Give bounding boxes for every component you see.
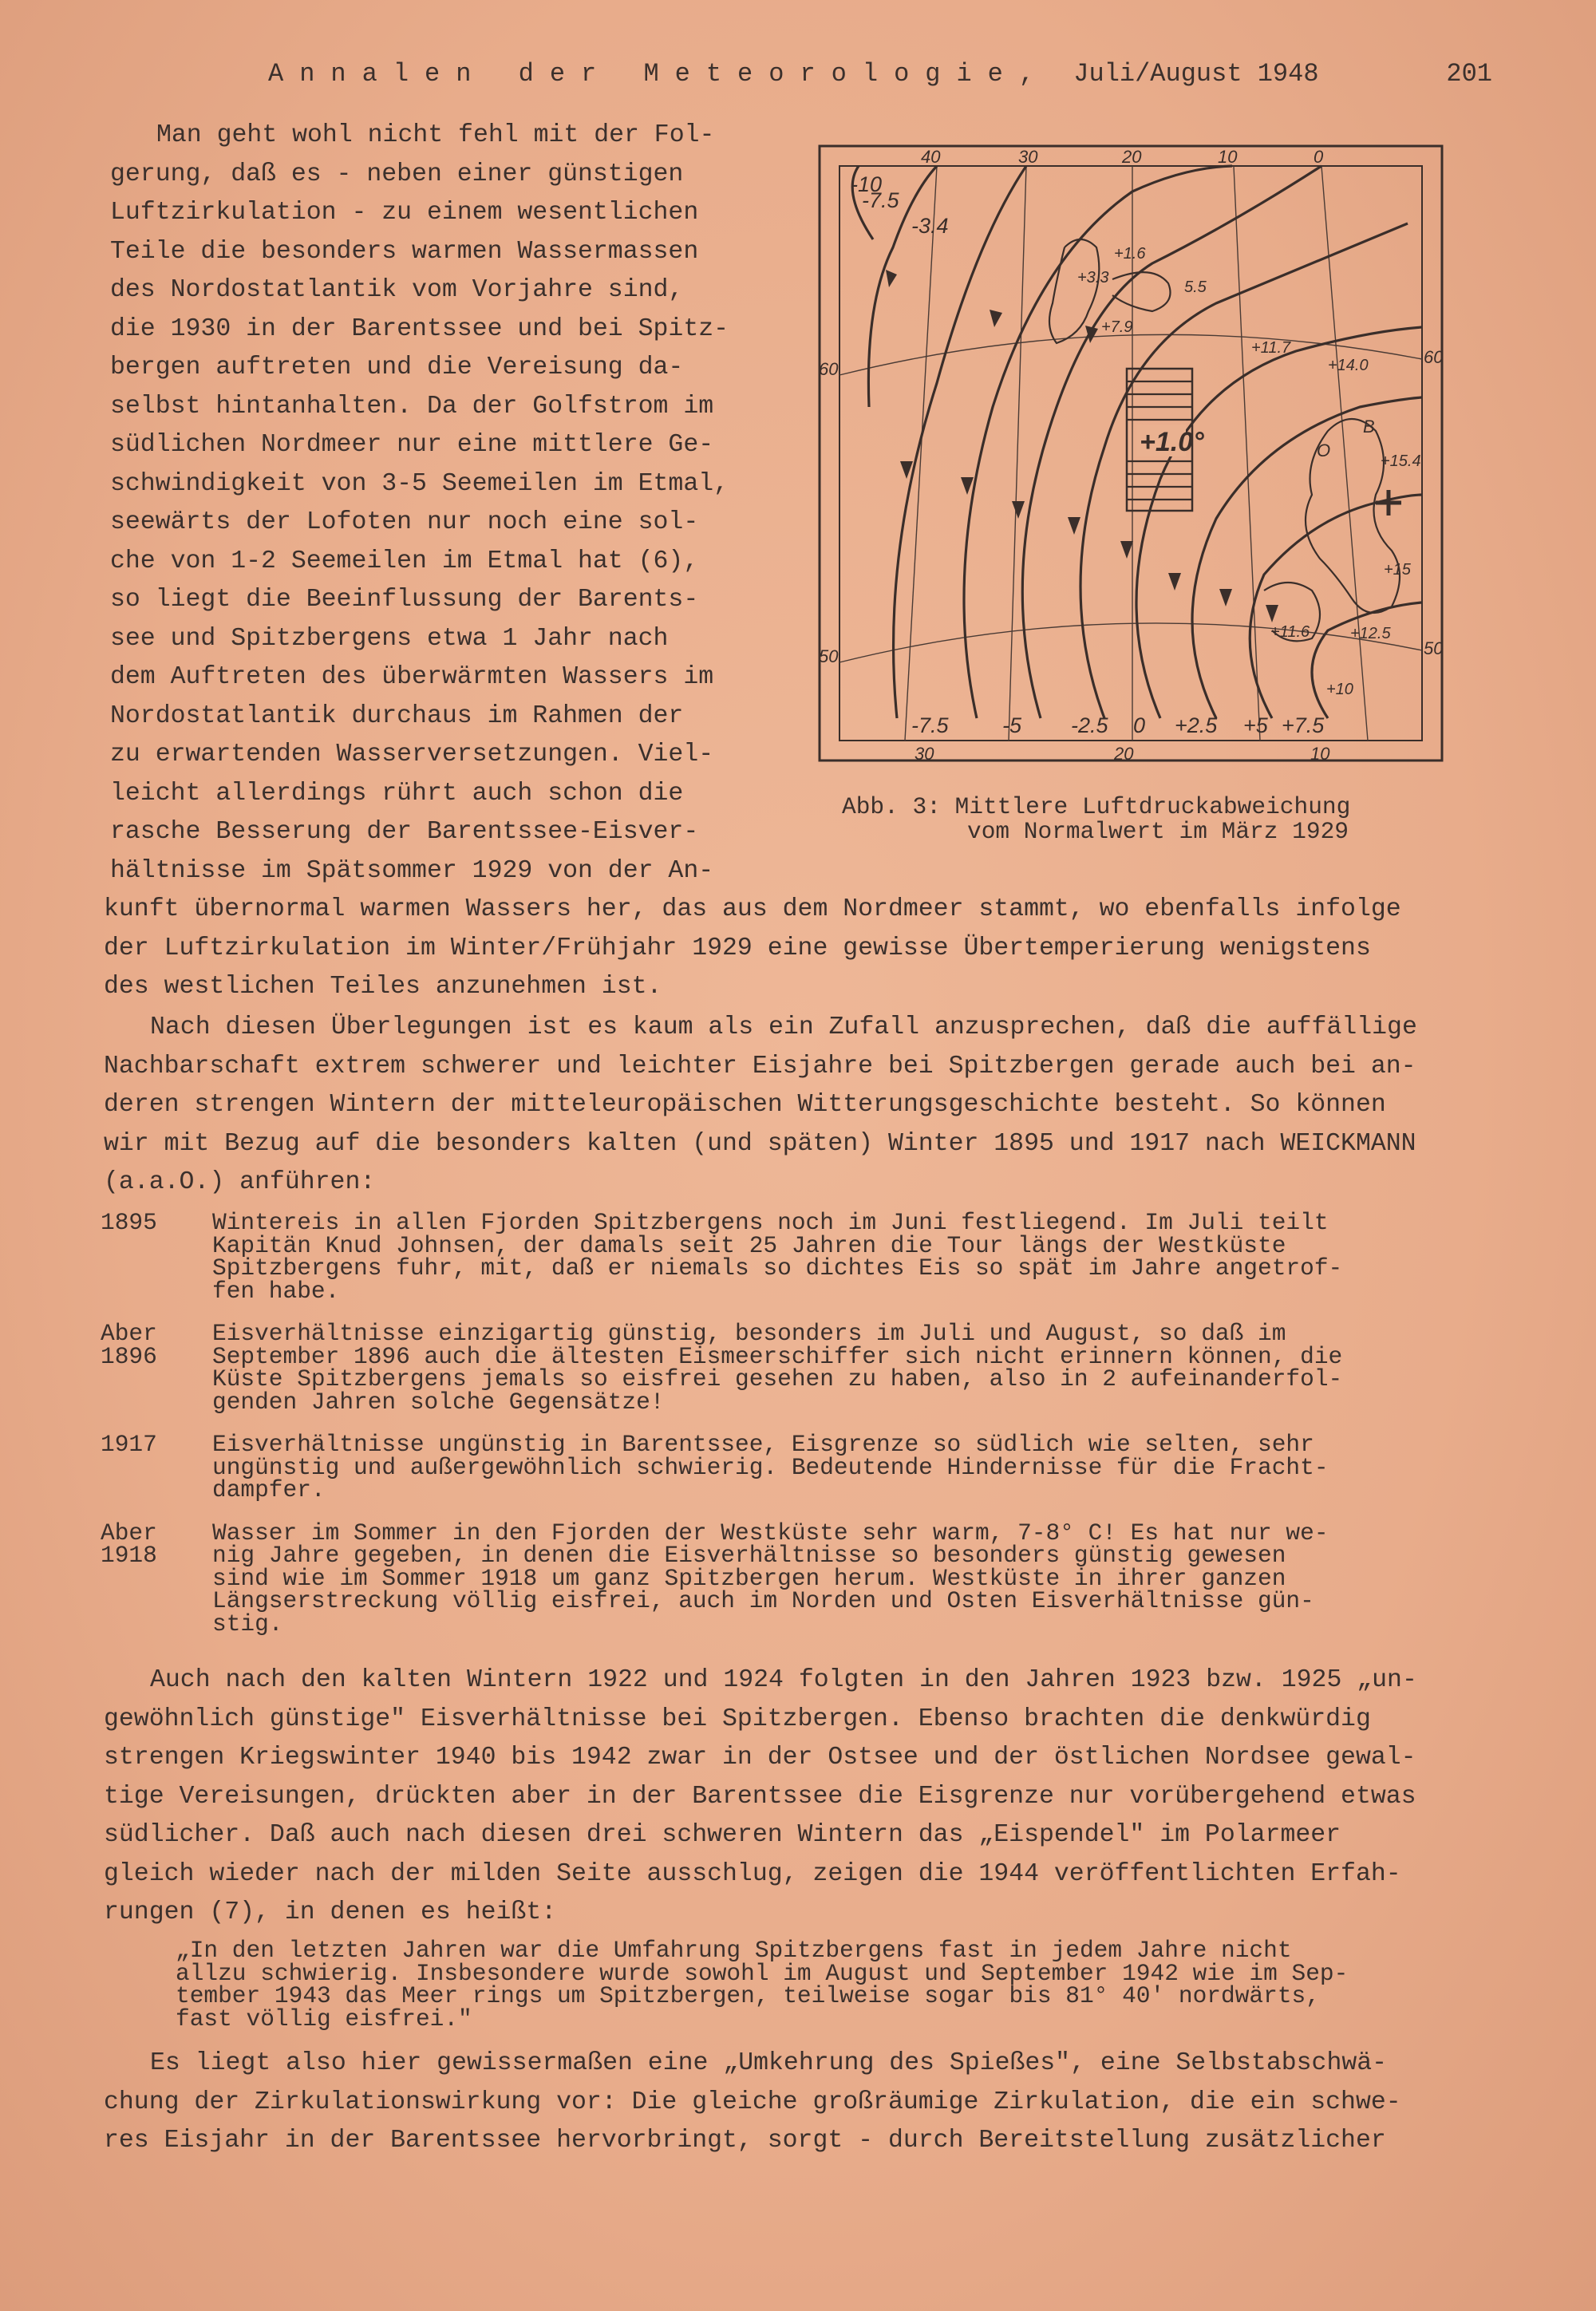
map-frame [820, 146, 1442, 760]
caption-line: vom Normalwert im März 1929 [967, 818, 1349, 845]
year-label: 1896 [101, 1342, 157, 1370]
text-line: zu erwartenden Wasserversetzungen. Viel- [110, 741, 714, 768]
text-line: strengen Kriegswinter 1940 bis 1942 zwar in der Ostsee und der östlichen Nordsee gewal- [104, 1744, 1416, 1772]
text-line: Eisverhältnisse einzigartig günstig, besonders im Juli und August, so daß im [212, 1320, 1286, 1347]
text-line: che von 1-2 Seemeilen im Etmal hat (6), [110, 547, 699, 575]
text-line: Nachbarschaft extrem schwerer und leichter Eisjahre bei Spitzbergen gerade auch bei an- [104, 1052, 1416, 1080]
text-line: tember 1943 das Meer rings um Spitzbergen, teilweise sogar bis 81° 40' nordwärts, [176, 1982, 1320, 2009]
text-line: dem Auftreten des überwärmten Wassers im [110, 663, 714, 691]
text-line: see und Spitzbergens etwa 1 Jahr nach [110, 624, 669, 653]
value-label: +12.5 [1350, 625, 1391, 642]
isobar-label: -7.5 [862, 188, 899, 212]
entry-year [101, 1211, 212, 1302]
lon-label: 10 [1218, 147, 1238, 167]
isobar-label: -10 [851, 172, 883, 196]
lon-label: 20 [1122, 147, 1142, 167]
journal-title: Annalen der Meteorologie, [268, 59, 1051, 89]
text-line: allzu schwierig. Insbesondere wurde sowohl im August und September 1942 wie im Sep- [176, 1959, 1349, 1987]
text-line: chung der Zirkulationswirkung vor: Die gleiche großräumige Zirkulation, die ein schwe- [104, 2088, 1401, 2116]
text-line: September 1896 auch die ältesten Eismeerschiffer sich nicht erinnern können, die [212, 1342, 1343, 1370]
station-cross [1376, 490, 1401, 516]
column-paragraph [110, 117, 749, 891]
year-entry [101, 1209, 1489, 1305]
lon-label: 40 [921, 147, 941, 167]
lon-label: 30 [915, 744, 934, 764]
isobar-label: -7.5 [911, 713, 949, 737]
text-line: Eisverhältnisse ungünstig in Barentssee, Eisgrenze so südlich wie selten, sehr [212, 1431, 1314, 1458]
text-line: deren strengen Wintern der mitteleuropäischen Witterungsgeschichte besteht. So können [104, 1091, 1386, 1119]
text-line: so liegt die Beeinflussung der Barents- [110, 586, 699, 614]
text-line: südlicher. Daß auch nach diesen drei schweren Wintern das „Eispendel" im Polarmeer [104, 1821, 1341, 1849]
year-label: Aber [101, 1519, 157, 1547]
text-line: sind wie im Sommer 1918 um ganz Spitzbergen herum. Westküste in ihrer ganzen [212, 1564, 1286, 1592]
text-line: rasche Besserung der Barentssee-Eisver- [110, 818, 699, 846]
value-label: +15 [1384, 561, 1411, 579]
pressure-anomaly-map [817, 144, 1448, 766]
text-line: hältnisse im Spätsommer 1929 von der An- [110, 856, 714, 885]
entry-text [212, 1209, 1343, 1305]
text-line: Nordostatlantik durchaus im Rahmen der [110, 701, 684, 730]
text-line: wir mit Bezug auf die besonders kalten (und späten) Winter 1895 und 1917 nach WEICKMANN [104, 1129, 1416, 1158]
isobar-label: -2.5 [1071, 713, 1108, 737]
text-line: bergen auftreten und die Vereisung da- [110, 354, 684, 381]
year-entries [101, 1211, 1489, 1655]
text-line: Längserstreckung völlig eisfrei, auch im Norden und Osten Eisverhältnisse gün- [212, 1587, 1314, 1614]
text-line: die 1930 in der Barentssee und bei Spitz- [110, 314, 729, 343]
entry-year [101, 1322, 212, 1413]
text-line: rungen (7), in denen es heißt: [104, 1898, 557, 1926]
text-line: kunft übernormal warmen Wassers her, das aus dem Nordmeer stammt, wo ebenfalls infolge [104, 895, 1401, 923]
text-line: genden Jahren solche Gegensätze! [212, 1388, 665, 1416]
isobar-label: +5 [1243, 713, 1268, 737]
value-label: +3.3 [1077, 269, 1109, 286]
lon-label: 10 [1310, 744, 1330, 764]
text-line: Wasser im Sommer in den Fjorden der Westküste sehr warm, 7-8° C! Es hat nur we- [212, 1519, 1329, 1547]
value-label: 5.5 [1184, 279, 1207, 296]
lon-label: 0 [1314, 147, 1324, 167]
text-line: (a.a.O.) anführen: [104, 1168, 376, 1196]
text-line: gerung, daß es - neben einer günstigen [110, 160, 684, 188]
isobar-label: -3.4 [911, 214, 949, 238]
value-label: +10 [1326, 681, 1353, 698]
value-label: +15.4 [1381, 452, 1421, 470]
lat-label: 50 [819, 646, 839, 666]
isobar-label: 0 [1133, 713, 1146, 737]
text-line: stig. [212, 1610, 283, 1637]
text-line: der Luftzirkulation im Winter/Frühjahr 1929 eine gewisse Übertemperierung wenigstens [104, 934, 1371, 962]
value-label: +14.0 [1328, 357, 1369, 374]
isobar-label: -5 [1002, 713, 1022, 737]
text-line: Kapitän Knud Johnsen, der damals seit 25 Jahren die Tour längs der Westküste [212, 1231, 1286, 1259]
text-line: „In den letzten Jahren war die Umfahrung Spitzbergens fast in jedem Jahre nicht [176, 1937, 1292, 1964]
lat-label: 50 [1424, 638, 1444, 658]
year-entry [101, 1519, 1489, 1637]
text-line: leicht allerdings rührt auch schon die [110, 779, 684, 808]
paragraph-2 [104, 1009, 1476, 1203]
text-line: südlichen Nordmeer nur eine mittlere Ge- [110, 431, 714, 459]
text-line: schwindigkeit von 3-5 Seemeilen im Etmal, [110, 469, 729, 498]
lon-label: 20 [1114, 744, 1134, 764]
entry-text [212, 1433, 1329, 1502]
running-header [268, 59, 1492, 89]
text-line: tige Vereisungen, drückten aber in der Barentssee die Eisgrenze nur vorübergehend etwas [104, 1782, 1416, 1811]
figure-caption [842, 795, 1480, 844]
entry-year [101, 1433, 212, 1502]
isobar-label: +7.5 [1282, 713, 1325, 737]
text-line: gleich wieder nach der milden Seite ausschlug, zeigen die 1944 veröffentlichten Erfah- [104, 1859, 1401, 1888]
block-quote [176, 1939, 1468, 2030]
text-line: res Eisjahr in der Barentssee hervorbringt, sorgt - durch Bereitstellung zusätzlicher [104, 2127, 1386, 2155]
paragraph-3 [104, 1661, 1476, 1933]
text-line: Spitzbergens fuhr, mit, daß er niemals so dichtes Eis so spät im Jahre angetrof- [212, 1254, 1343, 1282]
text-line: Man geht wohl nicht fehl mit der Fol- [156, 121, 715, 149]
lat-label: 60 [1424, 347, 1444, 367]
text-line: Es liegt also hier gewissermaßen eine „Umkehrung des Spießes", eine Selbstabschwä- [150, 2049, 1388, 2077]
text-line: gewöhnlich günstige" Eisverhältnisse bei Spitzbergen. Ebenso brachten die denkwürdig [104, 1705, 1371, 1733]
text-line: Wintereis in allen Fjorden Spitzbergens noch im Juni festliegend. Im Juli teilt [212, 1209, 1329, 1236]
lat-label: 60 [819, 359, 839, 379]
year-entry [101, 1320, 1489, 1416]
text-line: Teile die besonders warmen Wassermassen [110, 237, 699, 266]
map-letter: O [1317, 440, 1331, 460]
year-label: 1895 [101, 1209, 157, 1236]
paragraph-4 [104, 2044, 1476, 2161]
isobar-label: +2.5 [1175, 713, 1218, 737]
year-entry [101, 1433, 1489, 1502]
text-line: Küste Spitzbergens jemals so eisfrei gesehen zu haben, also in 2 aufeinanderfol- [212, 1365, 1343, 1393]
text-line: Nach diesen Überlegungen ist es kaum als ein Zufall anzusprechen, daß die auffällige [150, 1013, 1417, 1041]
text-line: ungünstig und außergewöhnlich schwierig. Bedeutende Hindernisse für die Fracht- [212, 1453, 1329, 1481]
center-value: +1.0° [1140, 427, 1204, 457]
entry-text [212, 1320, 1343, 1416]
text-line: Auch nach den kalten Wintern 1922 und 1924 folgten in den Jahren 1923 bzw. 1925 „un- [150, 1666, 1417, 1694]
value-label: +1.6 [1114, 245, 1146, 263]
text-line: fast völlig eisfrei." [176, 2005, 472, 2032]
value-label: +7.9 [1101, 318, 1133, 336]
year-label: 1918 [101, 1542, 157, 1569]
year-label: Aber [101, 1320, 157, 1347]
map-letter: B [1363, 417, 1375, 437]
text-line: seewärts der Lofoten nur noch eine sol- [110, 508, 699, 536]
lon-label: 30 [1018, 147, 1038, 167]
text-line: dampfer. [212, 1476, 326, 1503]
map-svg [817, 144, 1448, 766]
page-number: 201 [1446, 59, 1492, 89]
entry-text [212, 1519, 1329, 1637]
entry-year [101, 1519, 212, 1636]
text-line: nig Jahre gegeben, in denen die Eisverhältnisse so besonders günstig gewesen [212, 1542, 1286, 1569]
text-line: des Nordostatlantik vom Vorjahre sind, [110, 276, 684, 304]
text-line: Luftzirkulation - zu einem wesentlichen [110, 199, 699, 227]
text-line: des westlichen Teiles anzunehmen ist. [104, 973, 662, 1001]
paragraph-continuation [104, 891, 1476, 1007]
value-label: +11.7 [1251, 339, 1291, 357]
caption-line: Abb. 3: Mittlere Luftdruckabweichung [842, 793, 1351, 820]
value-label: +11.6 [1270, 623, 1310, 641]
year-label: 1917 [101, 1431, 157, 1458]
text-line: selbst hintanhalten. Da der Golfstrom im [110, 392, 714, 421]
issue-date: Juli/August 1948 [1073, 59, 1319, 89]
text-line: fen habe. [212, 1277, 340, 1305]
